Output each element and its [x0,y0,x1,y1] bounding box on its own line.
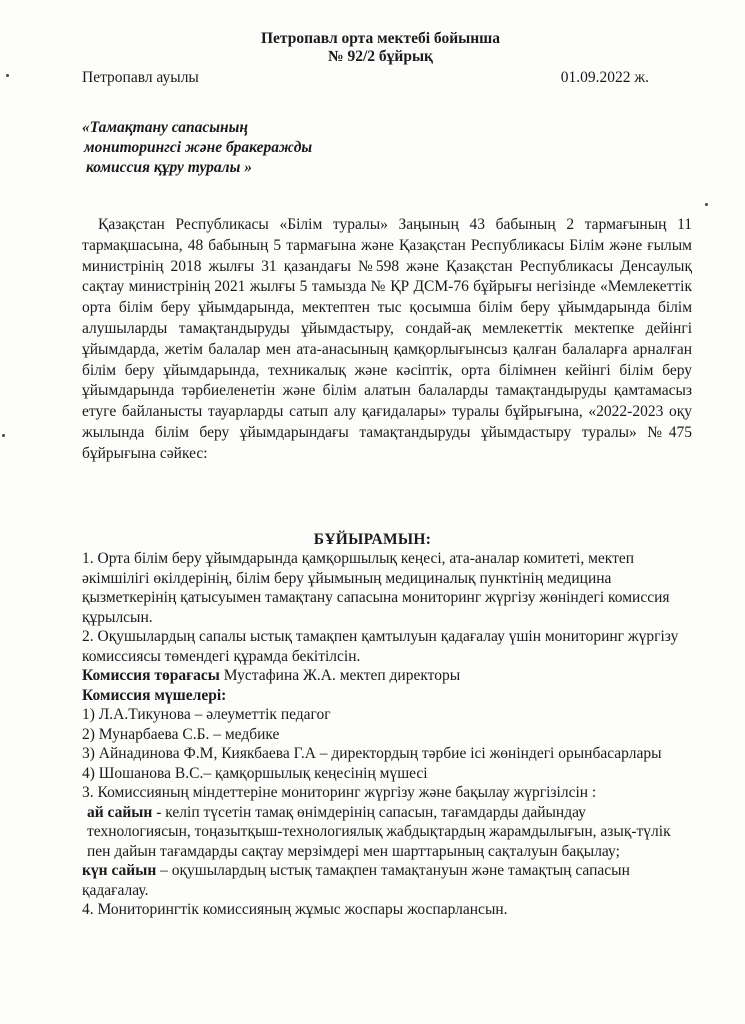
scan-speck [6,74,9,77]
monthly-label: ай сайын [87,803,153,821]
item-1: 1. Орта білім беру ұйымдарында қамқоршылық кеңесі, ата-аналар комитеті, мектеп әкімшілігі өкілдерінің, білім беру ұйымының медициналық пунктінің медицина қызметкерінің қатысуымен тамақтану сапасына мониторинг жүргізу жөніндегі комиссия құрылсын. [82,550,670,626]
subject-line-2: мониторингсі және бракеражды [84,139,313,156]
member-2: 2) Мунарбаева С.Б. – медбике [82,725,280,743]
scan-speck [2,434,5,437]
preamble-paragraph [82,215,692,465]
members-label: Комиссия мүшелері: [82,686,227,704]
subject-line-1: «Тамақтану сапасының [82,119,248,136]
chair-label: Комиссия төрағасы [82,667,220,684]
monthly-text: - келіп түсетін тамақ өнімдерінің сапасын, тағамдарды дайындау технологиясын, тоңазытқыш-технологиялық жабдықтардың жарамдылығын, азық-түлік пен дайын тағамдарды сақтау мерзімдері мен шарттарының сақталуын бақылау; [87,803,671,860]
place-name: Петропавл ауылы [82,69,199,86]
order-date: 01.09.2022 ж. [560,69,649,86]
scan-speck [705,203,708,206]
member-3: 3) Айнадинова Ф.М, Киякбаева Г.А – директордың тәрбие ісі жөніндегі орынбасарлары [82,745,662,762]
subject-line-3: комиссия құру туралы » [86,159,252,176]
item-3: 3. Комиссияның міндеттеріне мониторинг жүргізу және бақылау жүргізілсін : [82,784,597,801]
item-4: 4. Мониторингтік комиссияның жұмыс жоспары жоспарлансын. [82,901,508,918]
daily-duty [82,861,690,900]
monthly-duty [82,803,690,862]
member-4: 4) Шошанова В.С.– қамқоршылық кеңесінің мүшесі [82,764,428,782]
document-header-school: Петропавл орта мектебі бойынша [260,30,500,47]
chair-value: Мустафина Ж.А. мектеп директоры [219,667,461,684]
order-body [82,549,690,920]
preamble-text: Қазақстан Республикасы «Білім туралы» Заңының 43 бабының 2 тармағының 11 тармақшасына, 48 бабының 5 тармағына және Қазақстан Республикасы Білім және ғылым министрінің 2018 жылғы 31 қазандағы №598 және Қазақстан Республикасы Денсаулық сақтау министрінің 2021 жылғы 5 тамызда № ҚР ДСМ-76 бұйрығы негізінде «Мемлекеттік орта білім беру ұйымдарында, мектептен тыс қосымша білім беру ұйымдарында білім алушыларды тамақтандыруды ұйымдастыру, сондай-ақ мемлекеттік мектепке дейінгі ұйымдарда, жетім балалар мен ата-анасының қамқорлығынсыз қалған балаларға арналған білім беру ұйымдарында, техникалық және кәсіптік, орта білімнен кейінгі білім беру ұйымдарында тәрбиеленетін және білім алатын балаларды тамақтандыруды қамтамасыз етуге байланысты тауарларды сатып алу қағидалары» туралы бұйрығына, «2022-2023 оқу жылында білім беру ұйымдарындағы тамақтандыруды ұйымдастыру туралы» №475 бұйрығына сәйкес: [82,216,692,462]
order-heading: БҰЙЫРАМЫН: [313,531,432,548]
commission-chair [82,666,690,686]
daily-label: күн сайын [82,862,157,879]
document-header-order-number: № 92/2 бұйрық [328,48,433,65]
daily-text: – оқушылардың ыстық тамақпен тамақтануын және тамақтың сапасын қадағалау. [82,862,630,899]
item-2: 2. Оқушылардың сапалы ыстық тамақпен қамтылуын қадағалау үшін мониторинг жүргізу комиссиясы төмендегі құрамда бекітілсін. [82,628,679,665]
member-1: 1) Л.А.Тикунова – әлеуметтік педагог [82,706,331,723]
